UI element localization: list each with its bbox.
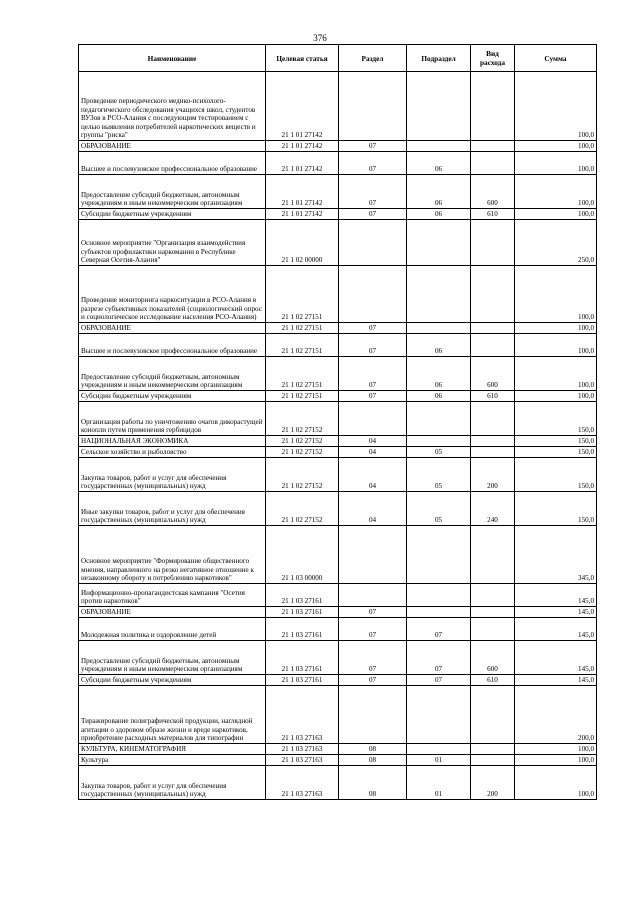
row-sum: 150,0 — [515, 458, 597, 492]
row-section: 04 — [339, 458, 407, 492]
row-subsection: 06 — [407, 334, 471, 357]
table-row — [79, 175, 597, 209]
table-row — [79, 220, 597, 266]
header-code: Целевая статья — [266, 45, 339, 72]
row-expense-kind — [471, 755, 515, 766]
row-subsection: 01 — [407, 755, 471, 766]
row-subsection — [407, 323, 471, 334]
row-target-code: 21 1 02 27152 — [266, 458, 339, 492]
row-name: Высшее и послевузовское профессиональное образование — [79, 152, 266, 175]
row-section: 07 — [339, 334, 407, 357]
row-subsection — [407, 744, 471, 755]
row-subsection: 07 — [407, 641, 471, 675]
row-section — [339, 402, 407, 436]
row-expense-kind — [471, 141, 515, 152]
table-row — [79, 607, 597, 618]
row-target-code: 21 1 03 27163 — [266, 744, 339, 755]
row-sum: 100,0 — [515, 323, 597, 334]
row-sum: 345,0 — [515, 526, 597, 584]
row-target-code: 21 1 03 27161 — [266, 607, 339, 618]
row-section: 08 — [339, 766, 407, 800]
row-expense-kind — [471, 72, 515, 141]
row-subsection — [407, 402, 471, 436]
row-target-code: 21 1 03 27161 — [266, 675, 339, 686]
row-name: Проведение периодического медико-психолого-педагогического обследования учащихся школ, студентов ВУЗов в РСО-Алания с последующим тестированием с целью выявления потребителей наркотических веществ и группы "риска" — [79, 72, 266, 141]
row-name: ОБРАЗОВАНИЕ — [79, 323, 266, 334]
row-sum: 100,0 — [515, 141, 597, 152]
row-sum: 100,0 — [515, 391, 597, 402]
row-expense-kind — [471, 436, 515, 447]
header-kind: Вид расхода — [471, 45, 515, 72]
row-section: 04 — [339, 492, 407, 526]
table-row — [79, 436, 597, 447]
row-section: 07 — [339, 391, 407, 402]
row-section: 07 — [339, 175, 407, 209]
row-target-code: 21 1 02 27152 — [266, 492, 339, 526]
row-subsection: 06 — [407, 152, 471, 175]
table-row — [79, 402, 597, 436]
row-sum: 100,0 — [515, 175, 597, 209]
row-subsection: 05 — [407, 447, 471, 458]
row-sum: 100,0 — [515, 744, 597, 755]
table-row — [79, 755, 597, 766]
row-target-code: 21 1 03 27161 — [266, 641, 339, 675]
row-name: Субсидии бюджетным учреждениям — [79, 209, 266, 220]
row-name: ОБРАЗОВАНИЕ — [79, 607, 266, 618]
table-header-row — [79, 45, 597, 72]
row-subsection — [407, 72, 471, 141]
row-sum: 100,0 — [515, 72, 597, 141]
row-target-code: 21 1 03 27161 — [266, 584, 339, 607]
row-sum: 100,0 — [515, 334, 597, 357]
table-row — [79, 675, 597, 686]
row-sum: 150,0 — [515, 447, 597, 458]
table-row — [79, 492, 597, 526]
table-row — [79, 458, 597, 492]
row-sum: 150,0 — [515, 492, 597, 526]
row-subsection — [407, 220, 471, 266]
row-expense-kind — [471, 334, 515, 357]
row-expense-kind: 240 — [471, 492, 515, 526]
row-subsection: 05 — [407, 458, 471, 492]
row-target-code: 21 1 01 27142 — [266, 141, 339, 152]
table-row — [79, 357, 597, 391]
row-name: Сельское хозяйство и рыболовство — [79, 447, 266, 458]
table-row — [79, 323, 597, 334]
row-subsection: 06 — [407, 357, 471, 391]
table-row — [79, 526, 597, 584]
table-row — [79, 744, 597, 755]
row-section — [339, 72, 407, 141]
row-target-code: 21 1 02 27152 — [266, 436, 339, 447]
row-name: Основное мероприятие "Организация взаимодействия субъектов профилактики наркомании в Республике Северная Осетия-Алания" — [79, 220, 266, 266]
row-expense-kind — [471, 152, 515, 175]
row-sum: 100,0 — [515, 209, 597, 220]
row-expense-kind — [471, 584, 515, 607]
row-name: Организация работы по уничтожению очагов дикорастущей конопли путем применения гербицидов — [79, 402, 266, 436]
row-sum: 100,0 — [515, 766, 597, 800]
row-name: Информационно-пропагандистская кампания "Осетия против наркотиков" — [79, 584, 266, 607]
table-row — [79, 209, 597, 220]
row-sum: 100,0 — [515, 357, 597, 391]
header-sum: Сумма — [515, 45, 597, 72]
row-sum: 100,0 — [515, 266, 597, 323]
row-expense-kind: 610 — [471, 209, 515, 220]
row-expense-kind — [471, 686, 515, 744]
row-section: 07 — [339, 141, 407, 152]
row-name: Предоставление субсидий бюджетным, автономным учреждениям и иным некоммерческим организациям — [79, 641, 266, 675]
row-name: Предоставление субсидий бюджетным, автономным учреждениям и иным некоммерческим организациям — [79, 357, 266, 391]
row-subsection — [407, 526, 471, 584]
row-sum: 100,0 — [515, 152, 597, 175]
row-target-code: 21 1 01 27142 — [266, 72, 339, 141]
row-expense-kind: 600 — [471, 357, 515, 391]
row-name: КУЛЬТУРА, КИНЕМАТОГРАФИЯ — [79, 744, 266, 755]
row-section: 07 — [339, 357, 407, 391]
row-name: Закупка товаров, работ и услуг для обеспечения государственных (муниципальных) нужд — [79, 766, 266, 800]
table-row — [79, 266, 597, 323]
row-subsection — [407, 686, 471, 744]
table-row — [79, 141, 597, 152]
row-section — [339, 220, 407, 266]
row-target-code: 21 1 02 27151 — [266, 334, 339, 357]
table-row — [79, 641, 597, 675]
row-target-code: 21 1 02 27152 — [266, 402, 339, 436]
row-section: 07 — [339, 618, 407, 641]
row-target-code: 21 1 03 27163 — [266, 755, 339, 766]
row-expense-kind — [471, 607, 515, 618]
row-target-code: 21 1 03 00000 — [266, 526, 339, 584]
row-section: 04 — [339, 436, 407, 447]
row-sum: 145,0 — [515, 607, 597, 618]
row-target-code: 21 1 03 27163 — [266, 766, 339, 800]
row-target-code: 21 1 02 27151 — [266, 357, 339, 391]
row-subsection — [407, 141, 471, 152]
row-expense-kind — [471, 266, 515, 323]
row-section — [339, 526, 407, 584]
row-section: 07 — [339, 209, 407, 220]
row-target-code: 21 1 03 27161 — [266, 618, 339, 641]
row-expense-kind — [471, 402, 515, 436]
row-name: Проведение мониторинга наркоситуации в РСО-Алания в разрезе субъективных показателей (социологический опрос и социологическое исследование населения РСО-Алания) — [79, 266, 266, 323]
table-row — [79, 447, 597, 458]
row-name: ОБРАЗОВАНИЕ — [79, 141, 266, 152]
row-sum: 145,0 — [515, 641, 597, 675]
row-subsection: 01 — [407, 766, 471, 800]
row-sum: 145,0 — [515, 584, 597, 607]
table-row — [79, 72, 597, 141]
row-sum: 145,0 — [515, 675, 597, 686]
row-subsection — [407, 266, 471, 323]
header-subsection: Подраздел — [407, 45, 471, 72]
row-section — [339, 266, 407, 323]
row-name: Субсидии бюджетным учреждениям — [79, 391, 266, 402]
row-expense-kind — [471, 618, 515, 641]
row-sum: 150,0 — [515, 402, 597, 436]
row-target-code: 21 1 01 27142 — [266, 209, 339, 220]
row-name: НАЦИОНАЛЬНАЯ ЭКОНОМИКА — [79, 436, 266, 447]
row-expense-kind — [471, 526, 515, 584]
row-sum: 150,0 — [515, 436, 597, 447]
row-section: 04 — [339, 447, 407, 458]
budget-table — [78, 44, 597, 800]
table-row — [79, 391, 597, 402]
row-subsection: 07 — [407, 618, 471, 641]
row-subsection: 07 — [407, 675, 471, 686]
row-name: Культура — [79, 755, 266, 766]
table-row — [79, 584, 597, 607]
header-section: Раздел — [339, 45, 407, 72]
row-target-code: 21 1 01 27142 — [266, 175, 339, 209]
row-name: Закупка товаров, работ и услуг для обеспечения государственных (муниципальных) нужд — [79, 458, 266, 492]
row-section: 07 — [339, 607, 407, 618]
row-sum: 250,0 — [515, 220, 597, 266]
row-name: Основное мероприятие "Формирование общественного мнения, направленного на резко негативное отношение к незаконному обороту и потреблению наркотиков" — [79, 526, 266, 584]
row-target-code: 21 1 02 27151 — [266, 391, 339, 402]
row-target-code: 21 1 01 27142 — [266, 152, 339, 175]
row-expense-kind: 600 — [471, 641, 515, 675]
row-subsection — [407, 436, 471, 447]
row-expense-kind — [471, 323, 515, 334]
row-section: 07 — [339, 641, 407, 675]
row-sum: 100,0 — [515, 755, 597, 766]
row-expense-kind: 610 — [471, 391, 515, 402]
row-name: Предоставление субсидий бюджетным, автономным учреждениям и иным некоммерческим организациям — [79, 175, 266, 209]
table-row — [79, 766, 597, 800]
row-expense-kind — [471, 744, 515, 755]
row-name: Субсидии бюджетным учреждениям — [79, 675, 266, 686]
row-target-code: 21 1 03 27163 — [266, 686, 339, 744]
row-expense-kind: 200 — [471, 458, 515, 492]
row-name: Высшее и послевузовское профессиональное образование — [79, 334, 266, 357]
row-subsection: 05 — [407, 492, 471, 526]
table-row — [79, 334, 597, 357]
row-expense-kind: 610 — [471, 675, 515, 686]
row-expense-kind: 200 — [471, 766, 515, 800]
row-subsection: 06 — [407, 209, 471, 220]
row-target-code: 21 1 02 00000 — [266, 220, 339, 266]
row-sum: 200,0 — [515, 686, 597, 744]
header-name: Наименование — [79, 45, 266, 72]
row-subsection: 06 — [407, 391, 471, 402]
row-section: 07 — [339, 675, 407, 686]
row-section: 08 — [339, 744, 407, 755]
row-section — [339, 686, 407, 744]
table-row — [79, 152, 597, 175]
page-number: 376 — [313, 33, 327, 43]
row-section: 08 — [339, 755, 407, 766]
row-sum: 145,0 — [515, 618, 597, 641]
row-name: Иные закупки товаров, работ и услуг для обеспечения государственных (муниципальных) нужд — [79, 492, 266, 526]
row-name: Тиражирование полиграфической продукции, наглядной агитации о здоровом образе жизни и вреде наркотиков, приобретение расходных материалов для типографии — [79, 686, 266, 744]
row-target-code: 21 1 02 27151 — [266, 266, 339, 323]
row-subsection — [407, 584, 471, 607]
row-subsection — [407, 607, 471, 618]
row-expense-kind — [471, 220, 515, 266]
row-target-code: 21 1 02 27151 — [266, 323, 339, 334]
row-section: 07 — [339, 152, 407, 175]
row-section — [339, 584, 407, 607]
row-subsection: 06 — [407, 175, 471, 209]
row-target-code: 21 1 02 27152 — [266, 447, 339, 458]
row-name: Молодежная политика и оздоровление детей — [79, 618, 266, 641]
table-row — [79, 618, 597, 641]
row-section: 07 — [339, 323, 407, 334]
row-expense-kind: 600 — [471, 175, 515, 209]
row-expense-kind — [471, 447, 515, 458]
table-row — [79, 686, 597, 744]
